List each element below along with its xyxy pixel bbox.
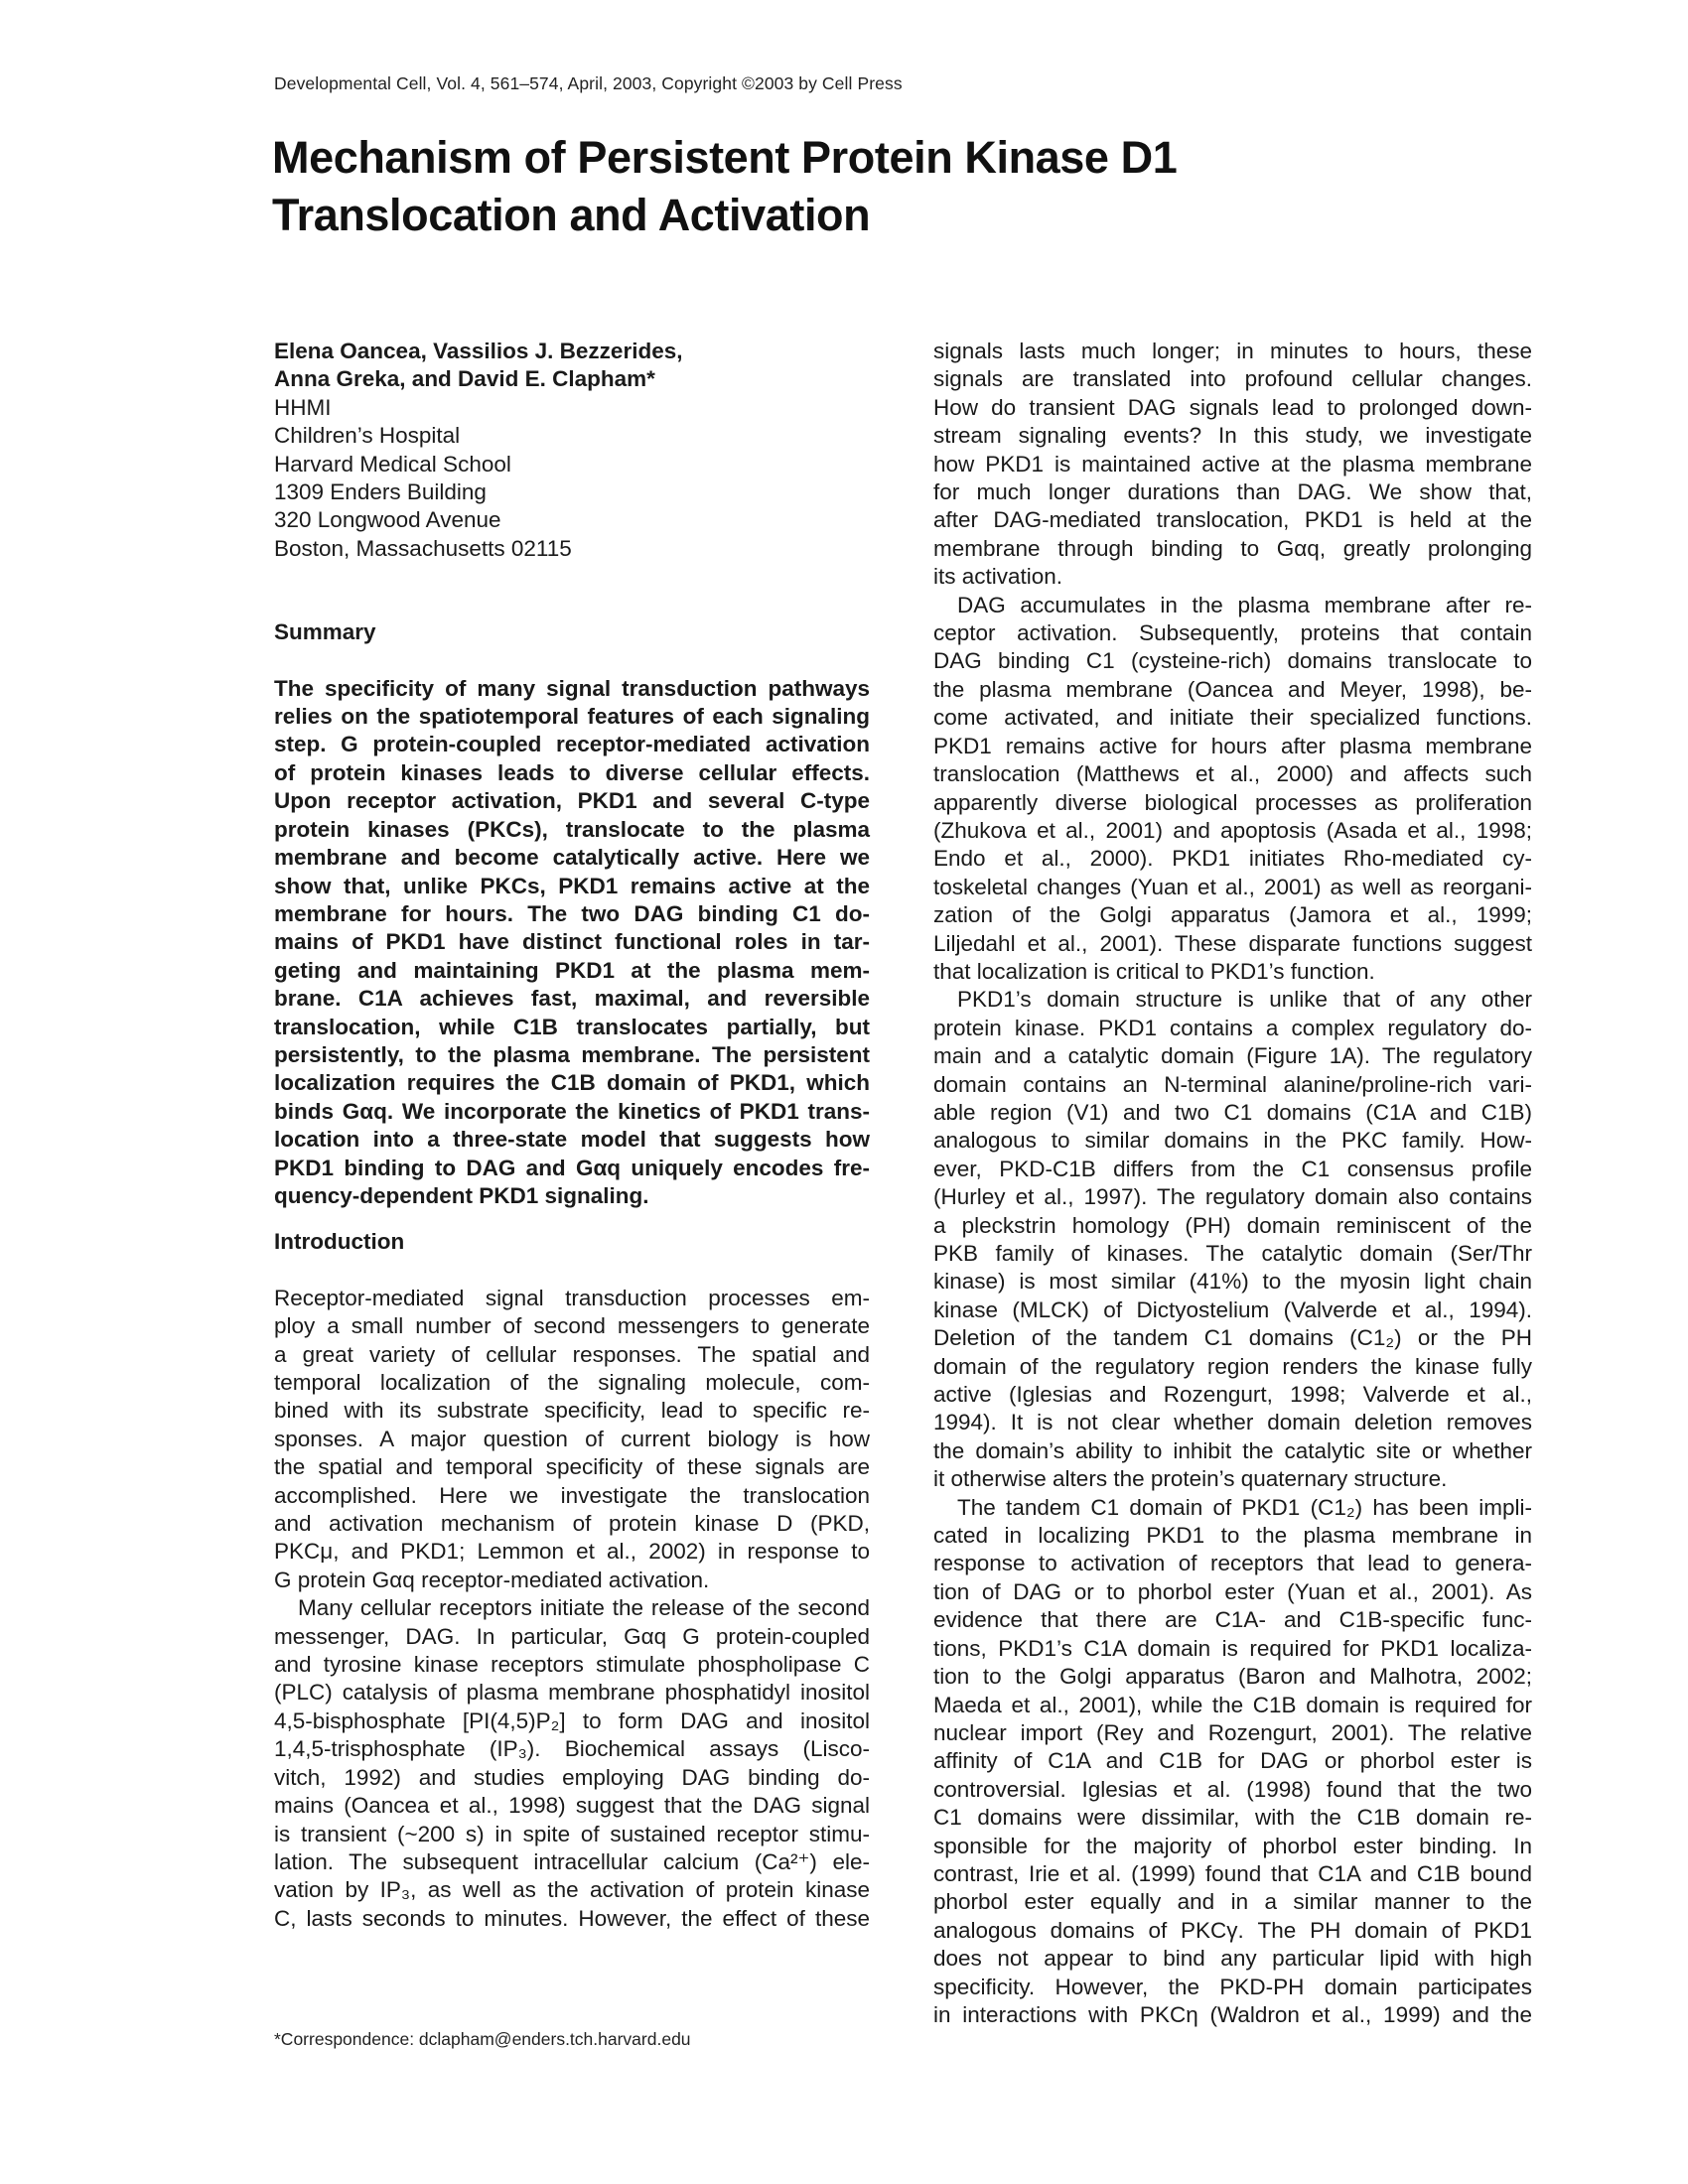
text-line: sponsible for the majority of phorbol ester binding. In — [933, 1833, 1532, 1858]
body-paragraph-2 — [933, 592, 1532, 987]
body-paragraph-1 — [933, 338, 1532, 592]
text-line: kinase) is most similar (41%) to the myosin light chain — [933, 1269, 1532, 1295]
introduction-heading: Introduction — [274, 1229, 405, 1255]
text-line: tion of DAG or to phorbol ester (Yuan et al., 2001). As — [933, 1578, 1532, 1604]
summary-heading: Summary — [274, 619, 376, 645]
text-line: messenger, DAG. In particular, Gαq G protein-coupled — [274, 1623, 870, 1649]
affiliation-line: 1309 Enders Building — [274, 479, 487, 505]
text-line: accomplished. Here we investigate the translocation — [274, 1482, 870, 1508]
text-line: and activation mechanism of protein kinase D (PKD, — [274, 1511, 870, 1537]
text-line: the spatial and temporal specificity of these signals are — [274, 1454, 870, 1480]
text-line: PKD1 remains active for hours after plasma membrane — [933, 733, 1532, 758]
affiliation-line: Children’s Hospital — [274, 423, 461, 449]
text-line: C, lasts seconds to minutes. However, the effect of these — [274, 1905, 870, 1931]
text-line: a pleckstrin homology (PH) domain reminiscent of the — [933, 1212, 1532, 1238]
text-line: sponses. A major question of current biology is how — [274, 1426, 870, 1451]
text-line: Endo et al., 2000). PKD1 initiates Rho-mediated cy- — [933, 846, 1532, 872]
text-line: DAG accumulates in the plasma membrane after re- — [957, 592, 1532, 617]
text-line: contrast, Irie et al. (1999) found that C1A and C1B bound — [933, 1860, 1532, 1886]
text-line: 1,4,5-trisphosphate (IP₃). Biochemical assays (Lisco- — [274, 1736, 870, 1762]
text-line: The specificity of many signal transduction pathways — [274, 675, 870, 701]
text-line: and tyrosine kinase receptors stimulate phospholipase C — [274, 1652, 870, 1678]
text-line: signals lasts much longer; in minutes to hours, these — [933, 339, 1532, 363]
text-line: How do transient DAG signals lead to prolonged down- — [933, 394, 1532, 420]
text-line: Upon receptor activation, PKD1 and several C-type — [274, 788, 870, 814]
text-line: domain of the regulatory region renders the kinase fully — [933, 1353, 1532, 1379]
text-line: step. G protein-coupled receptor-mediated activation — [274, 732, 870, 757]
text-line: the plasma membrane (Oancea and Meyer, 1998), be- — [933, 676, 1532, 702]
affiliation-line: HHMI — [274, 394, 332, 420]
text-line: Maeda et al., 2001), while the C1B domain is required for — [933, 1692, 1532, 1717]
affiliation-line: 320 Longwood Avenue — [274, 507, 501, 533]
text-line: come activated, and initiate their specialized functions. — [933, 705, 1532, 731]
text-line: 4,5-bisphosphate [PI(4,5)P₂] to form DAG and inositol — [274, 1707, 870, 1733]
text-line: localization requires the C1B domain of PKD1, which — [274, 1070, 870, 1096]
text-line: The tandem C1 domain of PKD1 (C1₂) has been impli- — [957, 1494, 1532, 1520]
article-title — [272, 129, 1464, 244]
text-line: ever, PKD-C1B differs from the C1 consensus profile — [933, 1156, 1532, 1181]
title-line-1: Mechanism of Persistent Protein Kinase D1 — [272, 132, 1178, 183]
text-line: Receptor-mediated signal transduction processes em- — [274, 1285, 870, 1310]
text-line: tions, PKD1’s C1A domain is required for PKD1 localiza- — [933, 1635, 1532, 1661]
body-paragraph-3 — [933, 986, 1532, 1493]
text-line: domain contains an N-terminal alanine/proline-rich vari- — [933, 1071, 1532, 1097]
text-line: how PKD1 is maintained active at the plasma membrane — [933, 451, 1532, 477]
text-line: cated in localizing PKD1 to the plasma membrane in — [933, 1523, 1532, 1549]
text-line: DAG binding C1 (cysteine-rich) domains translocate to — [933, 648, 1532, 674]
text-line: quency-dependent PKD1 signaling. — [274, 1182, 649, 1208]
left-column — [274, 338, 870, 1933]
text-line: in interactions with PKCη (Waldron et al., 1999) and the — [933, 2001, 1532, 2027]
text-line: (Zhukova et al., 2001) and apoptosis (Asada et al., 1998; — [933, 817, 1532, 843]
text-line: membrane through binding to Gαq, greatly prolonging — [933, 535, 1532, 561]
author-names: Anna Greka, and David E. Clapham* — [274, 366, 655, 392]
text-line: vation by IP₃, as well as the activation of protein kinase — [274, 1877, 870, 1903]
text-line: PKD1 binding to DAG and Gαq uniquely encodes fre- — [274, 1155, 870, 1180]
text-line: vitch, 1992) and studies employing DAG binding do- — [274, 1764, 870, 1790]
text-line: ploy a small number of second messengers to generate — [274, 1313, 870, 1339]
text-line: its activation. — [933, 564, 1063, 590]
text-line: translocation, while C1B translocates partially, but — [274, 1014, 870, 1039]
text-line: kinase (MLCK) of Dictyostelium (Valverde et al., 1994). — [933, 1297, 1532, 1322]
text-line: able region (V1) and two C1 domains (C1A and C1B) — [933, 1099, 1532, 1125]
text-line: Many cellular receptors initiate the release of the second — [298, 1595, 870, 1621]
correspondence-footnote: *Correspondence: dclapham@enders.tch.harvard.edu — [274, 2029, 691, 2049]
text-line: phorbol ester equally and in a similar manner to the — [933, 1889, 1532, 1915]
text-line: Deletion of the tandem C1 domains (C1₂) or the PH — [933, 1325, 1532, 1351]
text-line: for much longer durations than DAG. We show that, — [933, 479, 1532, 505]
text-line: of protein kinases leads to diverse cellular effects. — [274, 759, 870, 785]
text-line: does not appear to bind any particular lipid with high — [933, 1946, 1532, 1972]
text-line: evidence that there are C1A- and C1B-specific func- — [933, 1607, 1532, 1633]
text-line: the domain’s ability to inhibit the catalytic site or whether — [933, 1437, 1532, 1463]
text-line: a great variety of cellular responses. The spatial and — [274, 1341, 870, 1367]
text-line: binds Gαq. We incorporate the kinetics of PKD1 trans- — [274, 1098, 870, 1124]
text-line: stream signaling events? In this study, we investigate — [933, 423, 1532, 449]
intro-paragraph-2 — [274, 1594, 870, 1933]
text-line: brane. C1A achieves fast, maximal, and reversible — [274, 986, 870, 1012]
text-line: tion to the Golgi apparatus (Baron and Malhotra, 2002; — [933, 1664, 1532, 1690]
text-line: toskeletal changes (Yuan et al., 2001) as well as reorgani- — [933, 874, 1532, 899]
text-line: show that, unlike PKCs, PKD1 remains active at the — [274, 873, 870, 898]
text-line: main and a catalytic domain (Figure 1A). The regulatory — [933, 1043, 1532, 1069]
text-line: temporal localization of the signaling molecule, com- — [274, 1370, 870, 1395]
text-line: PKD1’s domain structure is unlike that of any other — [957, 987, 1532, 1013]
text-line: relies on the spatiotemporal features of each signaling — [274, 704, 870, 730]
text-line: lation. The subsequent intracellular calcium (Ca²⁺) ele- — [274, 1848, 870, 1874]
text-line: mains of PKD1 have distinct functional roles in tar- — [274, 929, 870, 955]
text-line: mains (Oancea et al., 1998) suggest that the DAG signal — [274, 1793, 870, 1819]
text-line: (PLC) catalysis of plasma membrane phosphatidyl inositol — [274, 1680, 870, 1706]
text-line: PKCμ, and PKD1; Lemmon et al., 2002) in response to — [274, 1539, 870, 1565]
text-line: G protein Gαq receptor-mediated activation. — [274, 1567, 710, 1592]
text-line: that localization is critical to PKD1’s function. — [933, 958, 1375, 984]
text-line: membrane and become catalytically active. Here we — [274, 845, 870, 871]
author-affiliation — [274, 338, 870, 563]
text-line: location into a three-state model that suggests how — [274, 1127, 870, 1153]
text-line: 1994). It is not clear whether domain deletion removes — [933, 1410, 1532, 1435]
right-column — [933, 338, 1532, 2029]
text-line: it otherwise alters the protein’s quaternary structure. — [933, 1466, 1448, 1492]
intro-paragraph-1 — [274, 1285, 870, 1594]
text-line: controversial. Iglesias et al. (1998) found that the two — [933, 1776, 1532, 1802]
text-line: membrane for hours. The two DAG binding C1 do- — [274, 900, 870, 926]
text-line: apparently diverse biological processes as proliferation — [933, 789, 1532, 815]
summary-abstract — [274, 675, 870, 1211]
affiliation-line: Boston, Massachusetts 02115 — [274, 535, 572, 561]
text-line: ceptor activation. Subsequently, proteins that contain — [933, 620, 1532, 646]
text-line: affinity of C1A and C1B for DAG or phorbol ester is — [933, 1748, 1532, 1774]
text-line: zation of the Golgi apparatus (Jamora et al., 1999; — [933, 902, 1532, 928]
text-line: PKB family of kinases. The catalytic domain (Ser/Thr — [933, 1241, 1532, 1266]
text-line: after DAG-mediated translocation, PKD1 is held at the — [933, 507, 1532, 533]
body-paragraph-4 — [933, 1494, 1532, 2030]
text-line: Liljedahl et al., 2001). These disparate functions suggest — [933, 930, 1532, 956]
text-line: analogous to similar domains in the PKC family. How- — [933, 1128, 1532, 1154]
text-line: geting and maintaining PKD1 at the plasma mem- — [274, 957, 870, 983]
text-line: is transient (~200 s) in spite of sustained receptor stimu- — [274, 1821, 870, 1846]
author-names: Elena Oancea, Vassilios J. Bezzerides, — [274, 339, 683, 363]
journal-citation: Developmental Cell, Vol. 4, 561–574, April, 2003, Copyright ©2003 by Cell Press — [274, 73, 903, 93]
text-line: response to activation of receptors that lead to genera- — [933, 1551, 1532, 1576]
text-line: translocation (Matthews et al., 2000) and affects such — [933, 761, 1532, 787]
text-line: persistently, to the plasma membrane. The persistent — [274, 1041, 870, 1067]
text-line: analogous domains of PKCγ. The PH domain of PKD1 — [933, 1917, 1532, 1943]
text-line: active (Iglesias and Rozengurt, 1998; Valverde et al., — [933, 1382, 1532, 1408]
title-line-2: Translocation and Activation — [272, 190, 871, 240]
text-line: bined with its substrate specificity, lead to specific re- — [274, 1398, 870, 1424]
text-line: C1 domains were dissimilar, with the C1B domain re- — [933, 1805, 1532, 1831]
text-line: protein kinases (PKCs), translocate to the plasma — [274, 816, 870, 842]
text-line: nuclear import (Rey and Rozengurt, 2001). The relative — [933, 1719, 1532, 1745]
affiliation-line: Harvard Medical School — [274, 451, 511, 477]
text-line: protein kinase. PKD1 contains a complex regulatory do- — [933, 1015, 1532, 1040]
text-line: (Hurley et al., 1997). The regulatory domain also contains — [933, 1184, 1532, 1210]
text-line: specificity. However, the PKD-PH domain participates — [933, 1974, 1532, 1999]
text-line: signals are translated into profound cellular changes. — [933, 366, 1532, 392]
